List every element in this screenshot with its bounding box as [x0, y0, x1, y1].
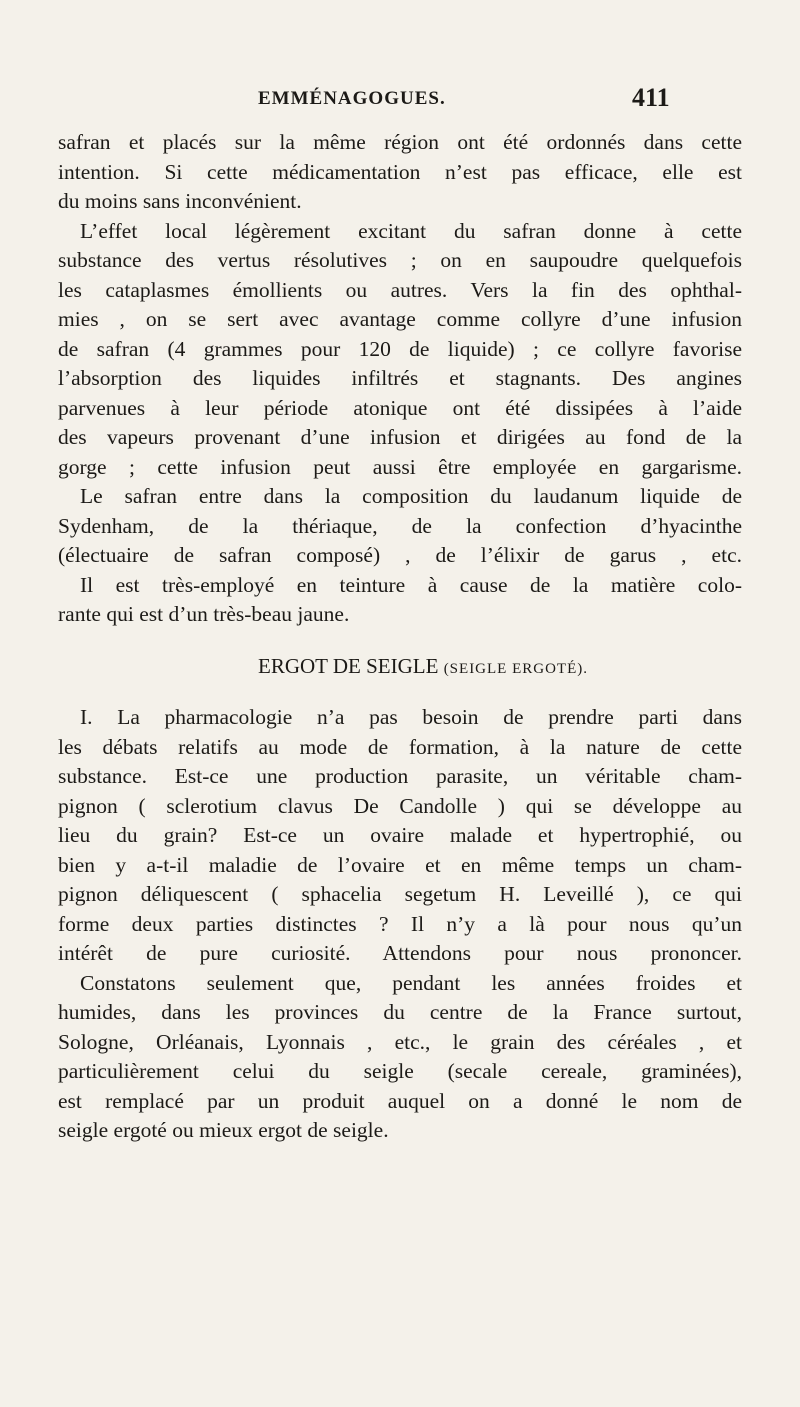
text-line: gorge ; cette infusion peut aussi être employée en gargarisme.: [58, 454, 742, 479]
text-line: l’absorption des liquides infiltrés et stagnants. Des angines: [58, 366, 742, 390]
section-subtitle: (SEIGLE ERGOTÉ).: [443, 660, 588, 677]
text-line: safran et placés sur la même région ont été ordonnés dans cette: [58, 130, 742, 154]
text-line: I. La pharmacologie n’a pas besoin de prendre parti dans: [80, 705, 742, 729]
text-line: humides, dans les provinces du centre de la France surtout,: [58, 1000, 742, 1024]
section-heading: [58, 652, 742, 682]
text-line: mies , on se sert avec avantage comme collyre d’une infusion: [58, 307, 742, 331]
text-line: des vapeurs provenant d’une infusion et dirigées au fond de la: [58, 425, 742, 449]
text-line: forme deux parties distinctes ? Il n’y a là pour nous qu’un: [58, 911, 742, 936]
page-number: 411: [632, 83, 670, 112]
text-line: particulièrement celui du seigle (secale cereale, graminées),: [58, 1059, 742, 1083]
text-line: pignon déliquescent ( sphacelia segetum H. Leveillé ), ce qui: [58, 882, 742, 906]
text-line: Constatons seulement que, pendant les années froides et: [80, 970, 742, 995]
text-line: Sologne, Orléanais, Lyonnais , etc., le grain des céréales , et: [58, 1029, 742, 1054]
text-line: L’effet local légèrement excitant du safran donne à cette: [80, 218, 742, 243]
section-title: ERGOT DE SEIGLE: [258, 653, 439, 678]
text-line: substance. Est-ce une production parasite, un véritable cham-: [58, 764, 742, 788]
text-line: intention. Si cette médicamentation n’est pas efficace, elle est: [58, 159, 742, 184]
text-line: seigle ergoté ou mieux ergot de seigle.: [58, 1118, 389, 1142]
text-line: rante qui est d’un très-beau jaune.: [58, 602, 350, 626]
text-line: est remplacé par un produit auquel on a donné le nom de: [58, 1088, 742, 1113]
text-line: lieu du grain? Est-ce un ovaire malade et hypertrophié, ou: [58, 823, 742, 847]
running-head: EMMÉNAGOGUES.: [258, 88, 446, 109]
text-line: pignon ( sclerotium clavus De Candolle ) qui se développe au: [58, 793, 742, 818]
text-line: Il est très-employé en teinture à cause de la matière colo-: [80, 572, 742, 597]
text-line: parvenues à leur période atonique ont été dissipées à l’aide: [58, 395, 742, 420]
text-line: les cataplasmes émollients ou autres. Vers la fin des ophthal-: [58, 277, 742, 302]
text-line: (électuaire de safran composé) , de l’élixir de garus , etc.: [58, 543, 742, 567]
body-text: [58, 128, 742, 1146]
text-line: substance des vertus résolutives ; on en saupoudre quelquefois: [58, 248, 742, 272]
text-line: les débats relatifs au mode de formation, à la nature de cette: [58, 734, 742, 759]
text-line: intérêt de pure curiosité. Attendons pour nous prononcer.: [58, 941, 742, 965]
text-line: bien y a-t-il maladie de l’ovaire et en même temps un cham-: [58, 852, 742, 877]
text-line: de safran (4 grammes pour 120 de liquide) ; ce collyre favorise: [58, 336, 742, 361]
text-line: Le safran entre dans la composition du laudanum liquide de: [80, 484, 742, 508]
text-line: du moins sans inconvénient.: [58, 189, 302, 213]
text-line: Sydenham, de la thériaque, de la confection d’hyacinthe: [58, 513, 742, 538]
